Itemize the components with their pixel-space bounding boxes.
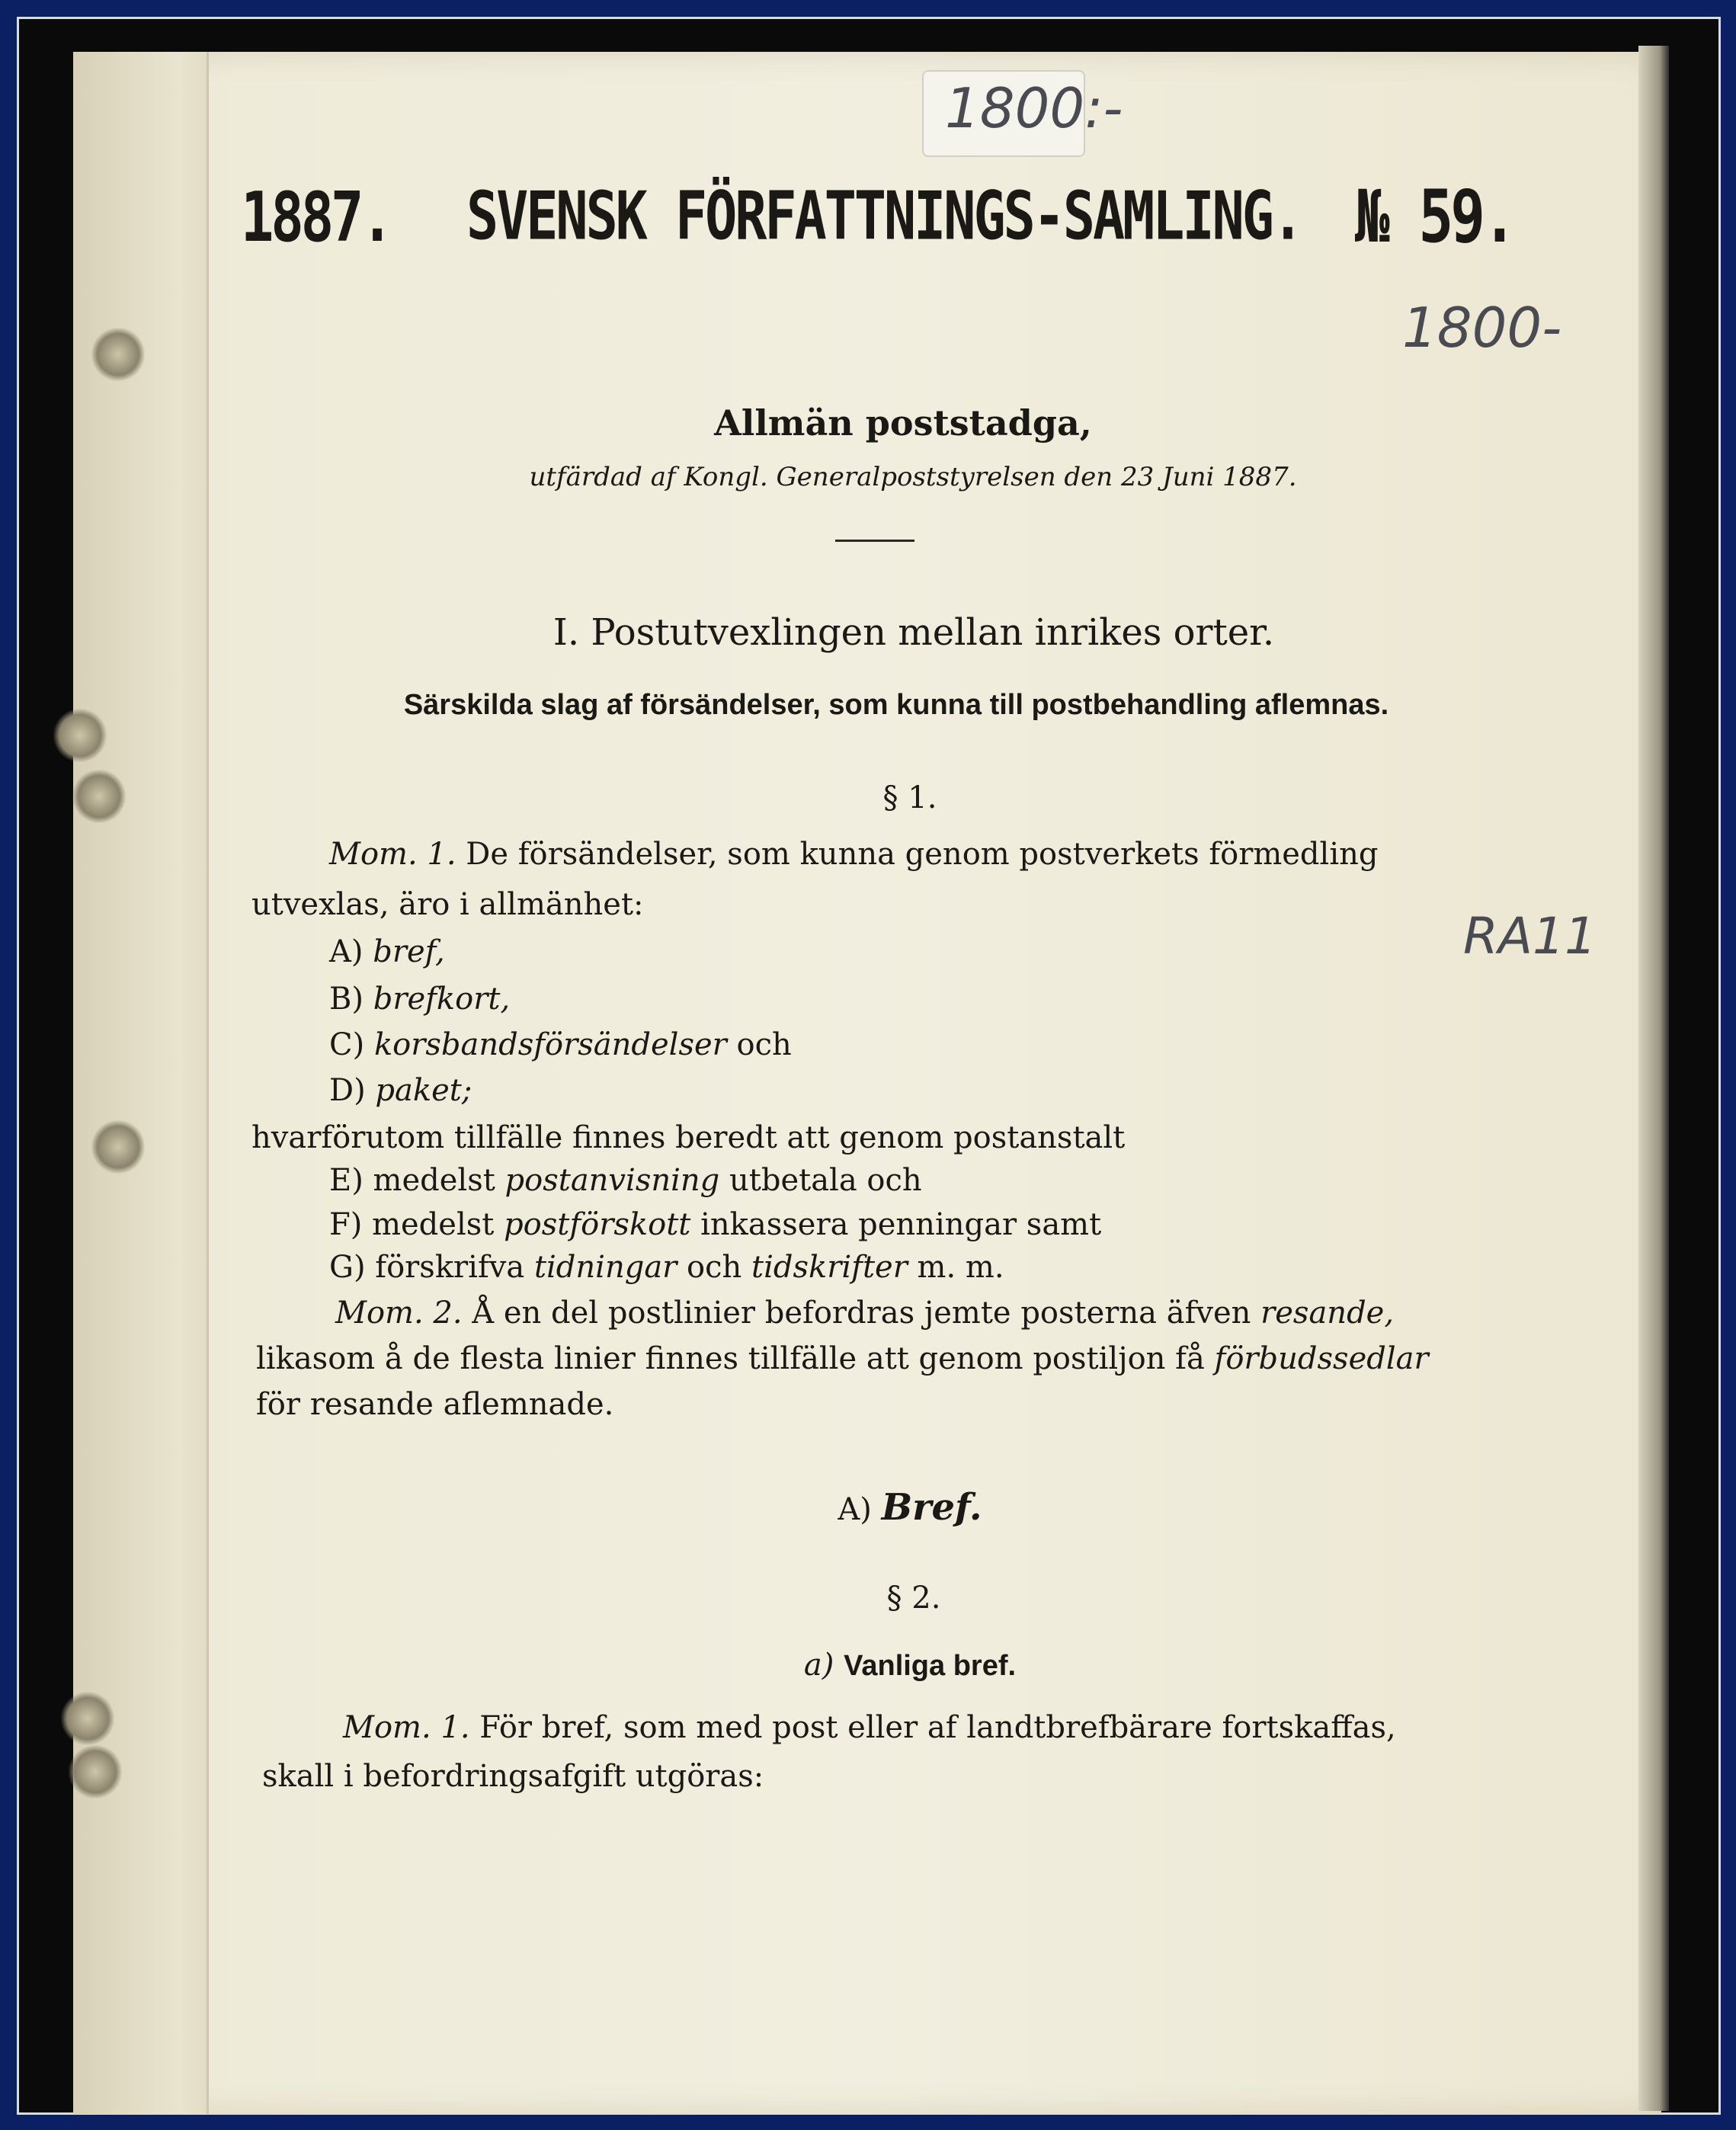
list-tail: utbetala och <box>729 1163 922 1198</box>
mom-label: Mom. 1. <box>329 837 456 872</box>
heading-key: A) <box>838 1492 872 1527</box>
mom-2-line-1 <box>335 1296 1394 1331</box>
list-text: korsbandsförsändelser <box>373 1027 727 1062</box>
list-key: C) <box>329 1027 365 1062</box>
pencil-price-note: 1800- <box>1402 296 1562 360</box>
section-a-heading <box>0 1486 1736 1529</box>
mom-text: De försändelser, som kunna genom postverkets förmedling <box>466 837 1379 872</box>
list-text-italic: tidskrifter <box>751 1250 908 1285</box>
list-key: B) <box>329 982 364 1017</box>
heading-text: Bref. <box>881 1486 982 1529</box>
heading-key: a) <box>803 1648 834 1683</box>
mom-1-line-2: skall i befordringsafgift utgöras: <box>262 1759 764 1794</box>
list-item-c <box>329 1027 792 1062</box>
list-text: bref, <box>373 934 445 969</box>
title-divider <box>835 540 914 542</box>
sticker-pencil-note: 1800:- <box>945 76 1123 140</box>
mom-2-line-2 <box>256 1341 1429 1376</box>
document-title: Allmän poststadga, <box>714 402 1092 444</box>
subsection-heading <box>0 1648 1736 1683</box>
mom-text-italic: resande, <box>1260 1296 1395 1331</box>
header-year: 1887. <box>241 177 391 257</box>
mom-2-line-3: för resande aflemnade. <box>256 1387 614 1422</box>
list-key: E) <box>329 1163 364 1198</box>
mom-text: Å en del postlinier befordras jemte posterna äfven <box>472 1296 1251 1331</box>
list-text: medelst <box>372 1207 495 1242</box>
list-text: medelst <box>373 1163 495 1198</box>
list-tail: inkassera penningar samt <box>700 1207 1102 1242</box>
paragraph-number: § 2. <box>886 1581 941 1616</box>
mom-label: Mom. 1. <box>343 1710 470 1745</box>
mom-1-line-1 <box>329 837 1379 872</box>
mom-text: För bref, som med post eller af landtbrefbärare fortskaffas, <box>479 1710 1396 1745</box>
list-key: A) <box>329 934 364 969</box>
list-tail: och <box>736 1027 792 1062</box>
list-text: förskrifva <box>375 1250 525 1285</box>
mom-text: likasom å de flesta linier finnes tillfälle att genom postiljon få <box>256 1341 1205 1376</box>
pencil-reference-note: RA11 <box>1463 907 1597 966</box>
list-text: brefkort, <box>373 982 511 1017</box>
list-text-italic: postförskott <box>504 1207 691 1242</box>
list-text: och <box>687 1250 742 1285</box>
list-text: paket; <box>375 1073 472 1108</box>
mom-label: Mom. 2. <box>335 1296 463 1331</box>
document-subtitle: utfärdad af Kongl. Generalpoststyrelsen den 23 Juni 1887. <box>529 462 1297 492</box>
header-number: № 59. <box>1355 174 1514 259</box>
list-item-e <box>329 1163 922 1198</box>
list-text-italic: postanvisning <box>504 1163 720 1198</box>
list-key: G) <box>329 1250 366 1285</box>
mom-text-italic: förbudssedlar <box>1214 1341 1429 1376</box>
section-heading: I. Postutvexlingen mellan inrikes orter. <box>553 611 1275 654</box>
list-item-a <box>329 934 445 969</box>
list-item-f <box>329 1207 1101 1242</box>
list-item-g <box>329 1250 1004 1285</box>
hvarforutom-line: hvarförutom tillfälle finnes beredt att genom postanstalt <box>251 1120 1126 1155</box>
list-text-italic: tidningar <box>533 1250 677 1285</box>
list-item-d <box>329 1073 472 1108</box>
header-title: SVENSK FÖRFATTNINGS-SAMLING. <box>466 177 1302 255</box>
list-key: D) <box>329 1073 366 1108</box>
mom-1-line-1 <box>343 1710 1396 1745</box>
section-subheading: Särskilda slag af försändelser, som kunna till postbehandling aflemnas. <box>403 689 1389 721</box>
mom-1-line-2: utvexlas, äro i allmänhet: <box>251 887 644 922</box>
list-key: F) <box>329 1207 363 1242</box>
paragraph-number: § 1. <box>882 780 937 815</box>
list-item-b <box>329 982 510 1017</box>
list-tail: m. m. <box>917 1250 1004 1285</box>
heading-text: Vanliga bref. <box>844 1650 1017 1682</box>
